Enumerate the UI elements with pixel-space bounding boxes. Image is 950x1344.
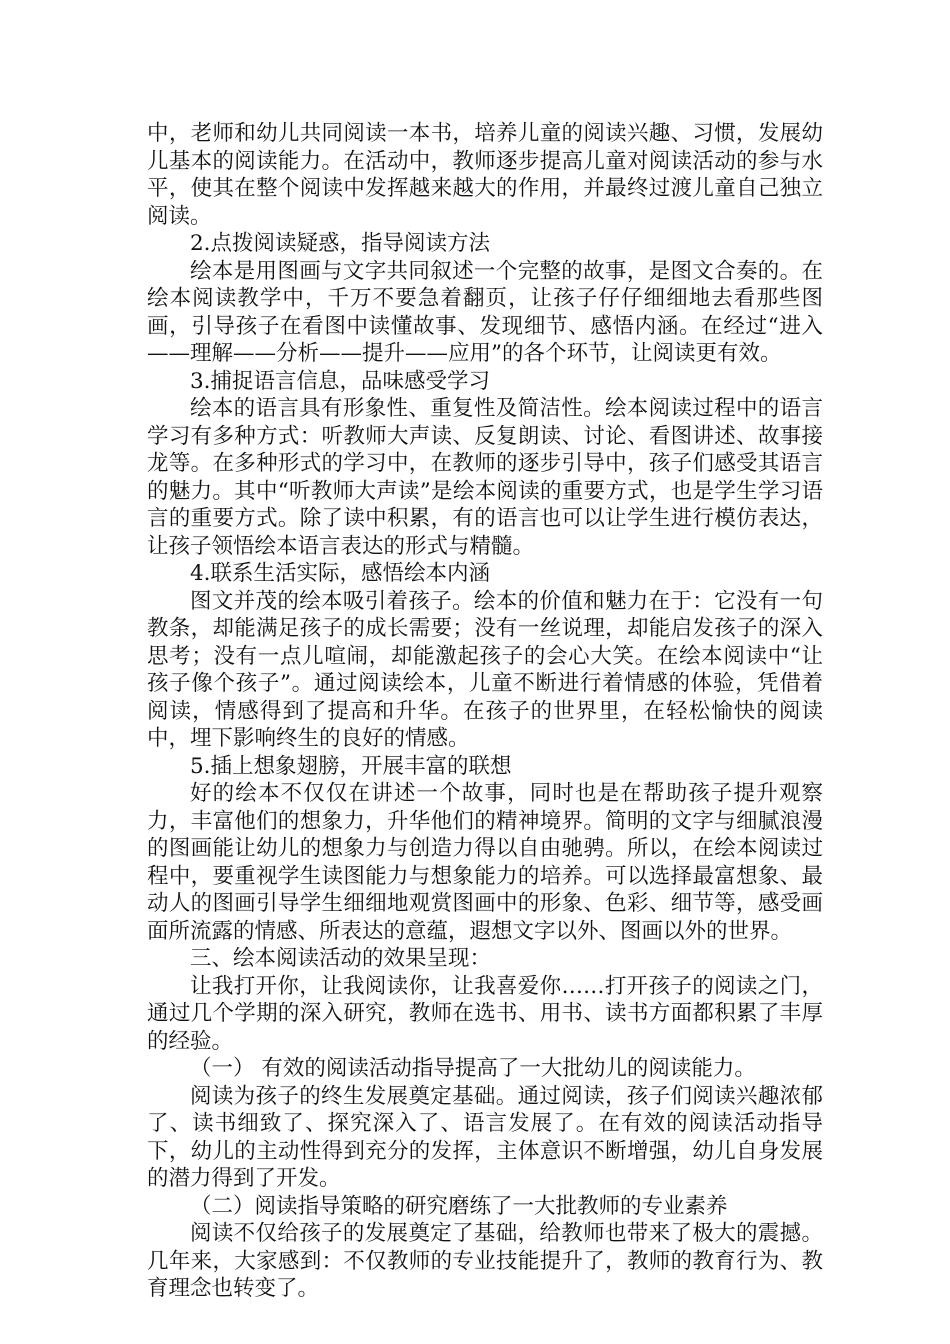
subsection-heading-2: （二）阅读指导策略的研究磨练了一大批教师的专业素养 <box>190 1193 728 1219</box>
chapter-heading-3: 三、绘本阅读活动的效果呈现： <box>190 946 492 971</box>
paragraph: 阅读为孩子的终生发展奠定基础。通过阅读，孩子们阅读兴趣浓郁了、读书细致了、探究深入了、语言发展了。在有效的阅读活动指导下，幼儿的主动性得到充分的发挥，主体意识不断增强，幼儿自身发展的潜力得到了开发。 <box>147 1083 823 1191</box>
paragraph: 让我打开你，让我阅读你，让我喜爱你……打开孩子的阅读之门，通过几个学期的深入研究，教师在选书、用书、读书方面都积累了丰厚的经验。 <box>147 973 823 1054</box>
section-heading-3: 3.捕捉语言信息，品味感受学习 <box>190 368 491 394</box>
paragraph: 绘本的语言具有形象性、重复性及简洁性。绘本阅读过程中的语言学习有多种方式：听教师大声读、反复朗读、讨论、看图讲述、故事接龙等。在多种形式的学习中，在教师的逐步引导中，孩子们感受其语言的魅力。其中“听教师大声读”是绘本阅读的重要方式，也是学生学习语言的重要方式。除了读中积累，有的语言也可以让学生进行模仿表达，让孩子领悟绘本语言表达的形式与精髓。 <box>147 396 823 559</box>
paragraph: 图文并茂的绘本吸引着孩子。绘本的价值和魅力在于：它没有一句教条，却能满足孩子的成长需要；没有一丝说理，却能启发孩子的深入思考；没有一点儿喧闹，却能激起孩子的会心大笑。在绘本阅读中“让孩子像个孩子”。通过阅读绘本，儿童不断进行着情感的体验，凭借着阅读，情感得到了提高和升华。在孩子的世界里，在轻松愉快的阅读中，埋下影响终生的良好的情感。 <box>147 588 823 751</box>
paragraph-continuation: 中，老师和幼儿共同阅读一本书，培养儿童的阅读兴趣、习惯，发展幼儿基本的阅读能力。在活动中，教师逐步提高儿童对阅读活动的参与水平，使其在整个阅读中发挥越来越大的作用，并最终过渡儿童自己独立阅读。 <box>147 121 823 229</box>
section-heading-4: 4.联系生活实际，感悟绘本内涵 <box>190 561 491 586</box>
section-heading-5: 5.插上想象翅膀，开展丰富的联想 <box>190 753 512 779</box>
subsection-heading-1: （一） 有效的阅读活动指导提高了一大批幼儿的阅读能力。 <box>190 1056 756 1081</box>
paragraph: 好的绘本不仅仅在讲述一个故事，同时也是在帮助孩子提升观察力，丰富他们的想象力，升华他们的精神境界。简明的文字与细腻浪漫的图画能让幼儿的想象力与创造力得以自由驰骋。所以，在绘本阅读过程中，要重视学生读图能力与想象能力的培养。可以选择最富想象、最动人的图画引导学生细细地观赏图画中的形象、色彩、细节等，感受画面所流露的情感、所表达的意蕴，遐想文字以外、图画以外的世界。 <box>147 781 823 944</box>
paragraph: 阅读不仅给孩子的发展奠定了基础，给教师也带来了极大的震撼。几年来，大家感到：不仅教师的专业技能提升了，教师的教育行为、教育理念也转变了。 <box>147 1221 823 1301</box>
section-heading-2: 2.点拨阅读疑惑，指导阅读方法 <box>190 231 491 256</box>
paragraph: 绘本是用图画与文字共同叙述一个完整的故事，是图文合奏的。在绘本阅读教学中，千万不要急着翻页，让孩子仔仔细细地去看那些图画，引导孩子在看图中读懂故事、发现细节、感悟内涵。在经过“进入——理解——分析——提升——应用”的各个环节，让阅读更有效。 <box>147 258 823 366</box>
document-body <box>147 120 823 1303</box>
